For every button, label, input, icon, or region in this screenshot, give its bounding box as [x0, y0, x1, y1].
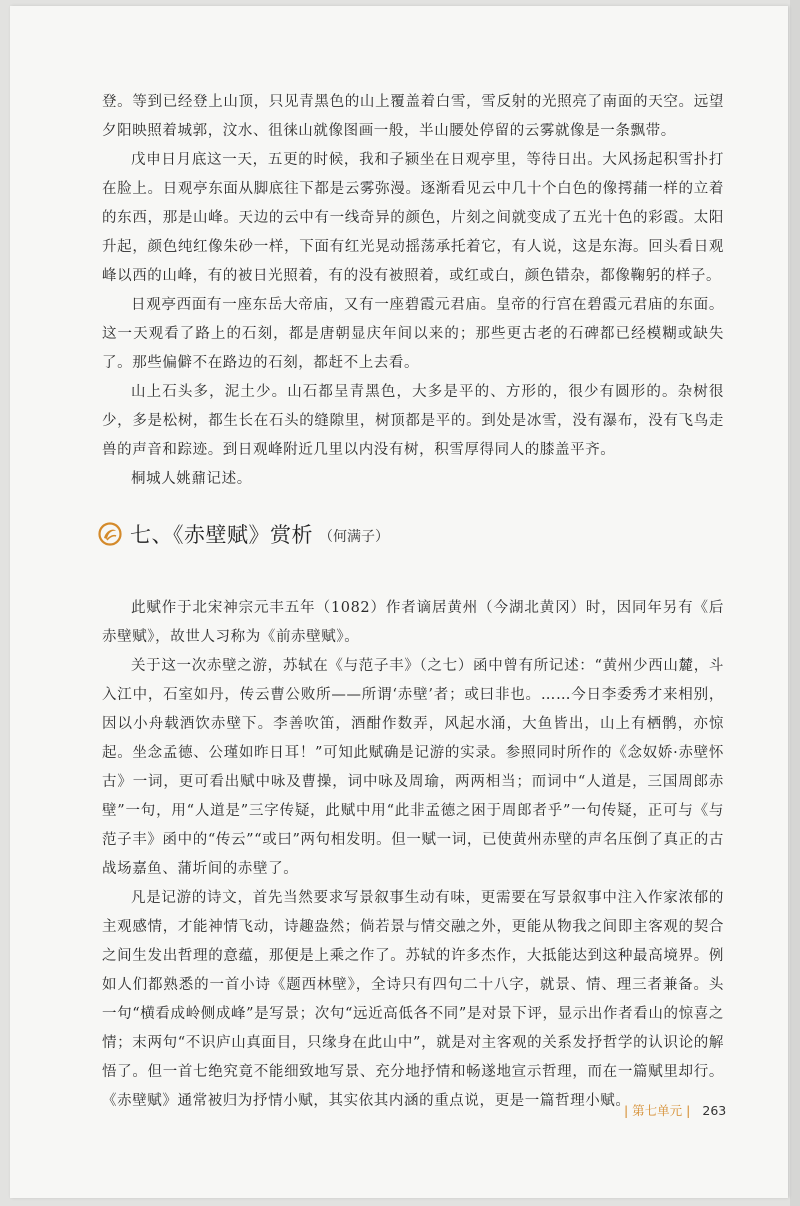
paragraph: 凡是记游的诗文，首先当然要求写景叙事生动有味，更需要在写景叙事中注入作家浓郁的主观感情，才能神情飞动，诗趣盎然；倘若景与情交融之外，更能从物我之间即主客观的契合之间生发出哲理的意蕴，那便是上乘之作了。苏轼的许多杰作，大抵能达到这种最高境界。例如人们都熟悉的一首小诗《题西林壁》，全诗只有四句二十八字，就景、情、理三者兼备。头一句“横看成岭侧成峰”是写景；次句“远近高低各不同”是对景下评，显示出作者看山的惊喜之情；末两句“不识庐山真面目，只缘身在此山中”，就是对主客观的关系发抒哲学的认识论的解悟了。但一首七绝究竟不能细致地写景、充分地抒情和畅遂地宣示哲理，而在一篇赋里却行。《赤壁赋》通常被归为抒情小赋，其实依其内涵的重点说，更是一篇哲理小赋。 — [102, 890, 724, 1109]
signature-line: 桐城人姚鼐记述。 — [131, 471, 252, 487]
paragraph: 戊申日月底这一天，五更的时候，我和子颍坐在日观亭里，等待日出。大风扬起积雪扑打在脸上。日观亭东面从脚底往下都是云雾弥漫。逐渐看见云中几十个白色的像摴蒱一样的立着的东西，那是山峰。天边的云中有一线奇异的颜色，片刻之间就变成了五光十色的彩霞。太阳升起，颜色纯红像朱砂一样，下面有红光晃动摇荡承托着它，有人说，这是东海。回头看日观峰以西的山峰，有的被日光照着，有的没有被照着，或红或白，颜色错杂，都像鞠躬的样子。 — [102, 152, 724, 284]
paragraph: 山上石头多，泥土少。山石都呈青黑色，大多是平的、方形的，很少有圆形的。杂树很少，多是松树，都生长在石头的缝隙里，树顶都是平的。到处是冰雪，没有瀑布，没有飞鸟走兽的声音和踪迹。到日观峰附近几里以内没有树，积雪厚得同人的膝盖平齐。 — [102, 384, 724, 458]
section-author: （何满子） — [319, 529, 389, 545]
paragraph: 登。等到已经登上山顶，只见青黑色的山上覆盖着白雪，雪反射的光照亮了南面的天空。远望夕阳映照着城郭，汶水、徂徕山就像图画一般，半山腰处停留的云雾就像是一条飘带。 — [102, 94, 724, 139]
essay-text-block — [102, 594, 727, 1118]
unit-label: | 第七单元 | — [624, 1103, 691, 1118]
page-number: 263 — [702, 1102, 727, 1118]
top-text-block — [102, 88, 724, 494]
page-edge — [790, 0, 800, 1206]
paragraph: 关于这一次赤壁之游，苏轼在《与范子丰》（之七）函中曾有所记述：“黄州少西山麓，斗入江中，石室如丹，传云曹公败所——所谓‘赤壁’者；或曰非也。……今日李委秀才来相别，因以小舟载酒饮赤壁下。李善吹笛，酒酣作数弄，风起水涌，大鱼皆出，山上有栖鹘，亦惊起。坐念孟德、公瑾如昨日耳！”可知此赋确是记游的实录。参照同时所作的《念奴娇·赤壁怀古》一词，更可看出赋中咏及曹操，词中咏及周瑜，两两相当；而词中“人道是，三国周郎赤壁”一句，用“人道是”三字传疑，此赋中用“此非孟德之困于周郎者乎”一句传疑，正可与《与范子丰》函中的“传云”“或曰”两句相发明。但一赋一词，已使黄州赤壁的声名压倒了真正的古战场嘉鱼、蒲圻间的赤壁了。 — [102, 658, 724, 877]
section-heading — [98, 516, 389, 552]
paragraph: 日观亭西面有一座东岳大帝庙，又有一座碧霞元君庙。皇帝的行宫在碧霞元君庙的东面。这一天观看了路上的石刻，都是唐朝显庆年间以来的；那些更古老的石碑都已经模糊或缺失了。那些偏僻不在路边的石刻，都赶不上去看。 — [102, 297, 724, 371]
page-footer — [624, 1099, 726, 1121]
section-title: 七、《赤壁赋》赏析 — [130, 523, 313, 547]
swirl-bullet-icon — [98, 522, 122, 546]
paragraph: 此赋作于北宋神宗元丰五年（1082）作者谪居黄州（今湖北黄冈）时，因同年另有《后赤壁赋》，故世人习称为《前赤壁赋》。 — [102, 600, 724, 645]
